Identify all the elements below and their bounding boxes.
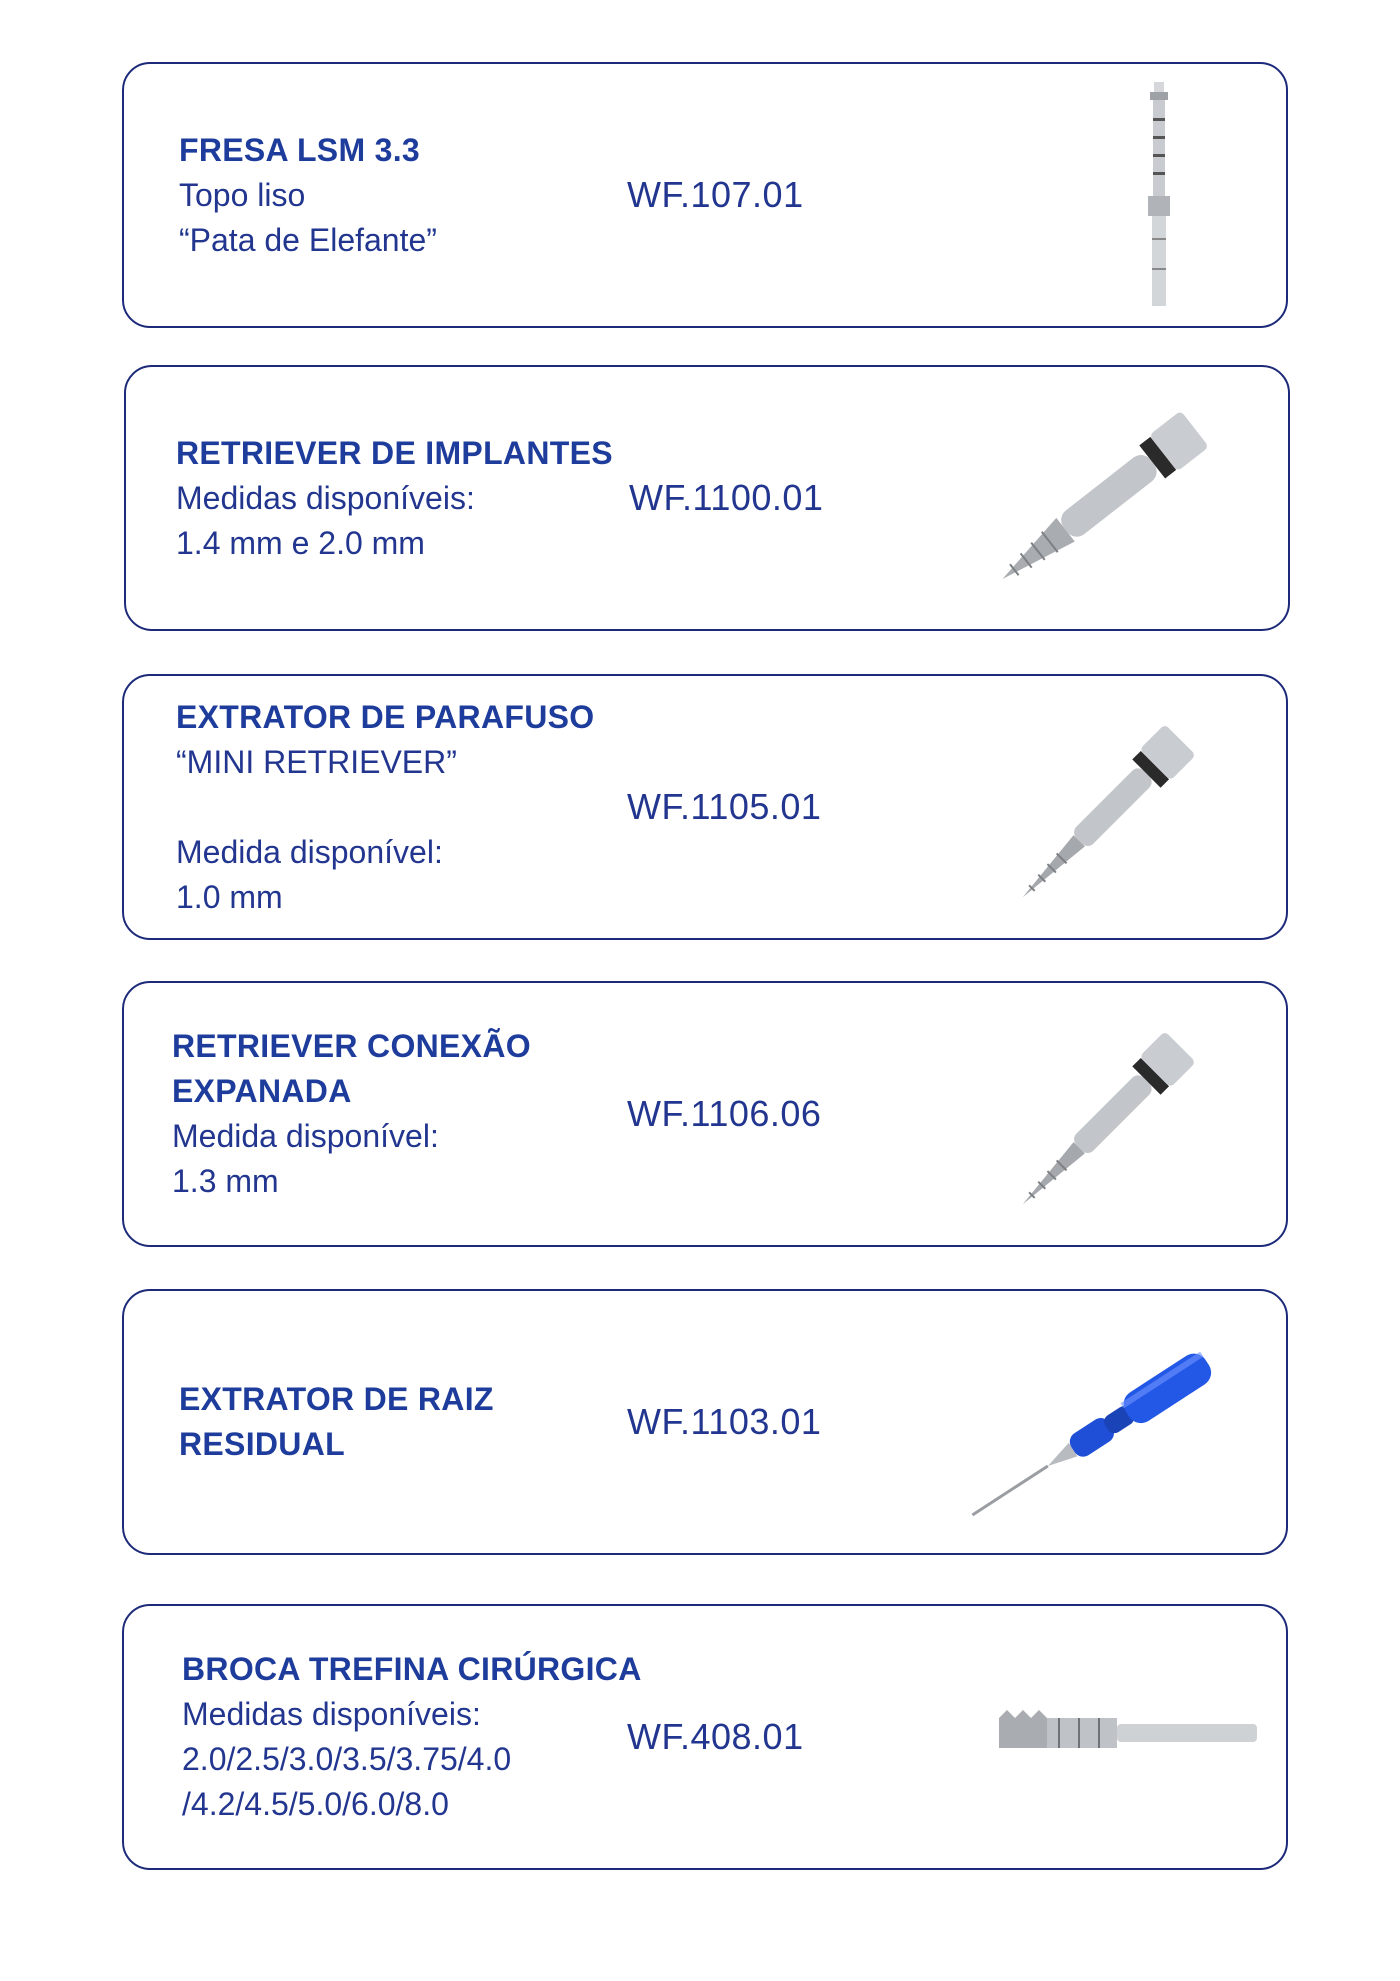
product-description: Medida disponível: — [172, 1118, 439, 1154]
product-info — [176, 676, 646, 938]
product-description: 2.0/2.5/3.0/3.5/3.75/4.0 — [182, 1741, 512, 1777]
product-info — [179, 64, 649, 326]
product-info — [172, 983, 642, 1245]
product-description: Medidas disponíveis: — [182, 1696, 481, 1732]
product-description: Topo liso — [179, 176, 306, 213]
root-extractor-image — [944, 1341, 1244, 1531]
implant-retriever-image — [966, 407, 1236, 597]
product-description: /4.2/4.5/5.0/6.0/8.0 — [182, 1786, 449, 1822]
product-info — [179, 1291, 649, 1553]
product-description: Medida disponível: — [176, 833, 443, 870]
product-code: WF.107.01 — [627, 174, 804, 215]
product-code: WF.1100.01 — [629, 477, 824, 518]
drill-bit-image — [1134, 78, 1184, 314]
product-code: WF.1103.01 — [627, 1401, 822, 1442]
product-title: RETRIEVER DE IMPLANTES — [176, 434, 613, 471]
product-description: Medidas disponíveis: — [176, 479, 475, 516]
retriever-expanded-image — [974, 1023, 1234, 1223]
product-card — [122, 1289, 1288, 1555]
product-info — [182, 1606, 652, 1868]
product-card — [124, 365, 1290, 631]
product-card — [122, 1604, 1288, 1870]
product-card — [122, 62, 1288, 328]
product-title: BROCA TREFINA CIRÚRGICA — [182, 1651, 642, 1687]
spacer — [176, 785, 646, 830]
product-code: WF.1106.06 — [627, 1093, 822, 1134]
product-title: RETRIEVER CONEXÃO EXPANADA — [172, 1028, 531, 1109]
product-description: “MINI RETRIEVER” — [176, 743, 457, 780]
screw-extractor-image — [974, 716, 1234, 916]
product-description: “Pata de Elefante” — [179, 221, 437, 258]
product-card — [122, 981, 1288, 1247]
product-description: 1.4 mm e 2.0 mm — [176, 524, 425, 561]
product-title: FRESA LSM 3.3 — [179, 131, 420, 168]
product-description: 1.3 mm — [172, 1163, 279, 1199]
product-code: WF.1105.01 — [627, 786, 822, 827]
product-info — [176, 367, 646, 629]
product-title: EXTRATOR DE PARAFUSO — [176, 698, 595, 735]
product-code: WF.408.01 — [627, 1716, 804, 1757]
product-card — [122, 674, 1288, 940]
product-title: EXTRATOR DE RAIZ RESIDUAL — [179, 1381, 494, 1462]
product-description: 1.0 mm — [176, 878, 283, 915]
trephine-drill-image — [999, 1708, 1269, 1758]
